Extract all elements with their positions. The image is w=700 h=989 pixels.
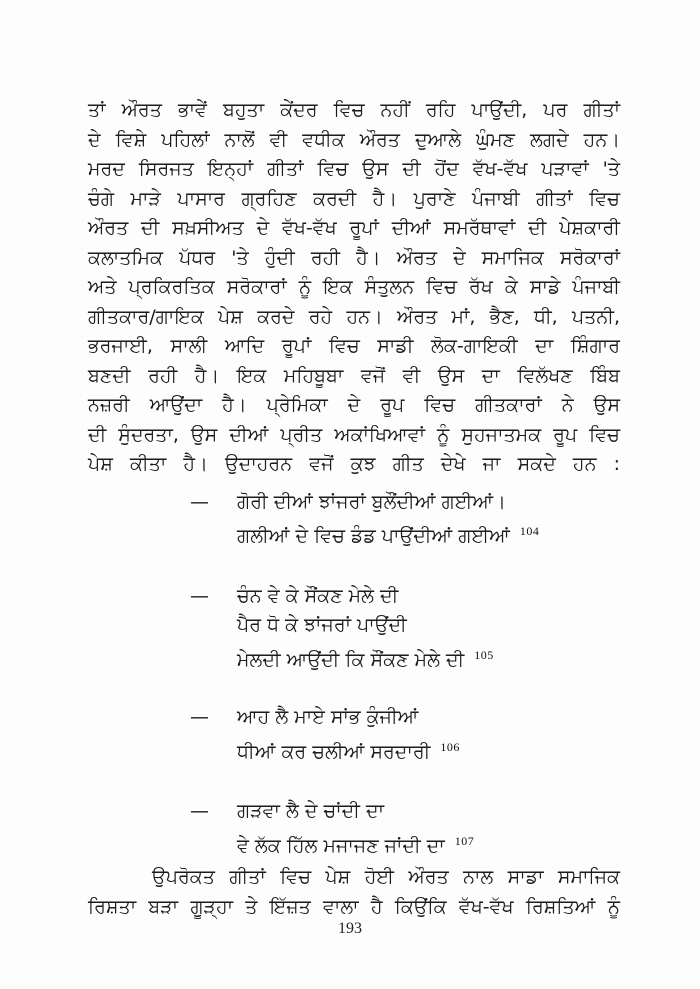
verse-text: ਵੇ ਲੱਕ ਹਿੱਲ ਮਜਾਜਣ ਜਾਂਦੀ ਦਾ bbox=[237, 834, 445, 857]
text-line: ਔਰਤ ਦੀ ਸਖ਼ਸੀਅਤ ਦੇ ਵੱਖ-ਵੱਖ ਰੂਪਾਂ ਦੀਆਂ ਸਮਰੱਥਾਵਾਂ ਦੀ ਪੇਸ਼ਕਾਰੀ bbox=[88, 217, 620, 239]
footnote-reference: 105 bbox=[474, 647, 494, 662]
text-line: ਤਾਂ ਔਰਤ ਭਾਵੇਂ ਬਹੁਤਾ ਕੇਂਦਰ ਵਿਚ ਨਹੀਂ ਰਹਿ ਪਾਉਂਦੀ, ਪਰ ਗੀਤਾਂ bbox=[88, 99, 620, 121]
verse-quote bbox=[88, 703, 620, 767]
verse-text: ਮੇਲਦੀ ਆਉਂਦੀ ਕਿ ਸੌਂਕਣ ਮੇਲੇ ਦੀ bbox=[237, 648, 465, 671]
verse-line bbox=[237, 827, 620, 862]
verse-text: ਧੀਆਂ ਕਰ ਚਲੀਆਂ ਸਰਦਾਰੀ bbox=[237, 740, 431, 763]
text-line: ਚੰਗੇ ਮਾੜੇ ਪਾਸਾਰ ਗ੍ਰਹਿਣ ਕਰਦੀ ਹੈ। ਪੁਰਾਣੇ ਪੰਜਾਬੀ ਗੀਤਾਂ ਵਿਚ bbox=[88, 187, 620, 210]
page-number: 193 bbox=[338, 920, 362, 937]
verse-text: ਗੋਰੀ ਦੀਆਂ ਝਾਂਜਰਾਂ ਬੁਲੌਂਦੀਆਂ ਗਈਆਂ। bbox=[237, 490, 506, 513]
verse-line bbox=[237, 641, 620, 676]
footnote-reference: 107 bbox=[454, 833, 475, 848]
verse-text: ਆਹ ਲੈ ਮਾਏ ਸਾਂਭ ਕੁੰਜੀਆਂ bbox=[237, 706, 419, 728]
text-line: ਬਣਦੀ ਰਹੀ ਹੈ। ਇਕ ਮਹਿਬੂਬਾ ਵਜੋਂ ਵੀ ਉਸ ਦਾ ਵਿਲੱਖਣ ਬਿੰਬ bbox=[88, 364, 620, 387]
verse-text: ਚੰਨ ਵੇ ਕੇ ਸੌਂਕਣ ਮੇਲੇ ਦੀ bbox=[237, 584, 399, 607]
text-line: ਮਰਦ ਸਿਰਜਤ ਇਨ੍ਹਾਂ ਗੀਤਾਂ ਵਿਚ ਉਸ ਦੀ ਹੋਂਦ ਵੱਖ-ਵੱਖ ਪੜਾਵਾਂ 'ਤੇ bbox=[88, 158, 620, 180]
verse-quote bbox=[88, 582, 620, 676]
text-line: ਉਪਰੋਕਤ ਗੀਤਾਂ ਵਿਚ ਪੇਸ਼ ਹੋਈ ਔਰਤ ਨਾਲ ਸਾਡਾ ਸਮਾਜਿਕ bbox=[152, 866, 620, 888]
text-line: ਅਤੇ ਪ੍ਰਕਿਰਤਿਕ ਸਰੋਕਾਰਾਂ ਨੂੰ ਇਕ ਸੰਤੁਲਨ ਵਿਚ ਰੱਖ ਕੇ ਸਾਡੇ ਪੰਜਾਬੀ bbox=[88, 276, 620, 298]
verse-text: ਗਲੀਆਂ ਦੇ ਵਿਚ ਡੰਡ ਪਾਉਂਦੀਆਂ ਗਈਆਂ bbox=[237, 525, 510, 547]
verse-quote bbox=[88, 488, 620, 552]
text-line: ਰਿਸ਼ਤਾ ਬੜਾ ਗੂੜ੍ਹਾ ਤੇ ਇੱਜ਼ਤ ਵਾਲਾ ਹੈ ਕਿਉਂਕਿ ਵੱਖ-ਵੱਖ ਰਿਸ਼ਤਿਆਂ ਨੂੰ bbox=[88, 895, 620, 918]
verse-line bbox=[237, 488, 620, 518]
body-paragraph bbox=[88, 96, 620, 480]
text-line: ਨਜ਼ਰੀ ਆਉਂਦਾ ਹੈ। ਪ੍ਰੇਮਿਕਾ ਦੇ ਰੂਪ ਵਿਚ ਗੀਤਕਾਰਾਂ ਨੇ ਉਸ bbox=[88, 394, 620, 416]
dash-marker: — bbox=[190, 490, 209, 513]
dash-marker: — bbox=[190, 584, 209, 607]
text-line: ਕਲਾਤਮਿਕ ਪੱਧਰ 'ਤੇ ਹੁੰਦੀ ਰਹੀ ਹੈ। ਔਰਤ ਦੇ ਸਮਾਜਿਕ ਸਰੋਕਾਰਾਂ bbox=[88, 246, 620, 269]
verse-text: ਪੈਰ ਧੋ ਕੇ ਝਾਂਜਰਾਂ ਪਾਉਂਦੀ bbox=[237, 614, 407, 636]
verse-text: ਗੜਵਾ ਲੈ ਦੇ ਚਾਂਦੀ ਦਾ bbox=[237, 800, 385, 822]
page-content bbox=[88, 96, 620, 922]
verse-line bbox=[237, 797, 620, 827]
text-line: ਪੇਸ਼ ਕੀਤਾ ਹੈ। ਉਦਾਹਰਨ ਵਜੋਂ ਕੁਝ ਗੀਤ ਦੇਖੇ ਜਾ ਸਕਦੇ ਹਨ : bbox=[88, 453, 620, 475]
dash-marker: — bbox=[190, 800, 209, 822]
text-line: ਦੀ ਸੁੰਦਰਤਾ, ਉਸ ਦੀਆਂ ਪ੍ਰੀਤ ਅਕਾਂਖਿਆਵਾਂ ਨੂੰ ਸੁਹਜਾਤਮਕ ਰੂਪ ਵਿਚ bbox=[88, 423, 620, 446]
footnote-reference: 106 bbox=[440, 739, 460, 754]
verse-line bbox=[237, 517, 620, 552]
verse-line bbox=[237, 733, 620, 768]
text-line: ਦੇ ਵਿਸ਼ੇ ਪਹਿਲਾਂ ਨਾਲੋਂ ਵੀ ਵਧੀਕ ਔਰਤ ਦੁਆਲੇ ਘੁੰਮਣ ਲਗਦੇ ਹਨ। bbox=[88, 128, 620, 151]
verse-line bbox=[237, 611, 620, 641]
dash-marker: — bbox=[190, 706, 209, 728]
text-line: ਭਰਜਾਈ, ਸਾਲੀ ਆਦਿ ਰੂਪਾਂ ਵਿਚ ਸਾਡੀ ਲੋਕ-ਗਾਇਕੀ ਦਾ ਸ਼ਿੰਗਾਰ bbox=[88, 335, 620, 357]
verse-quote bbox=[88, 797, 620, 861]
body-paragraph bbox=[88, 863, 620, 922]
footnote-reference: 104 bbox=[519, 524, 540, 538]
verse-line bbox=[237, 703, 620, 733]
text-line: ਗੀਤਕਾਰ/ਗਾਇਕ ਪੇਸ਼ ਕਰਦੇ ਰਹੇ ਹਨ। ਔਰਤ ਮਾਂ, ਭੈਣ, ਧੀ, ਪਤਨੀ, bbox=[88, 305, 620, 328]
verse-line bbox=[237, 582, 620, 612]
